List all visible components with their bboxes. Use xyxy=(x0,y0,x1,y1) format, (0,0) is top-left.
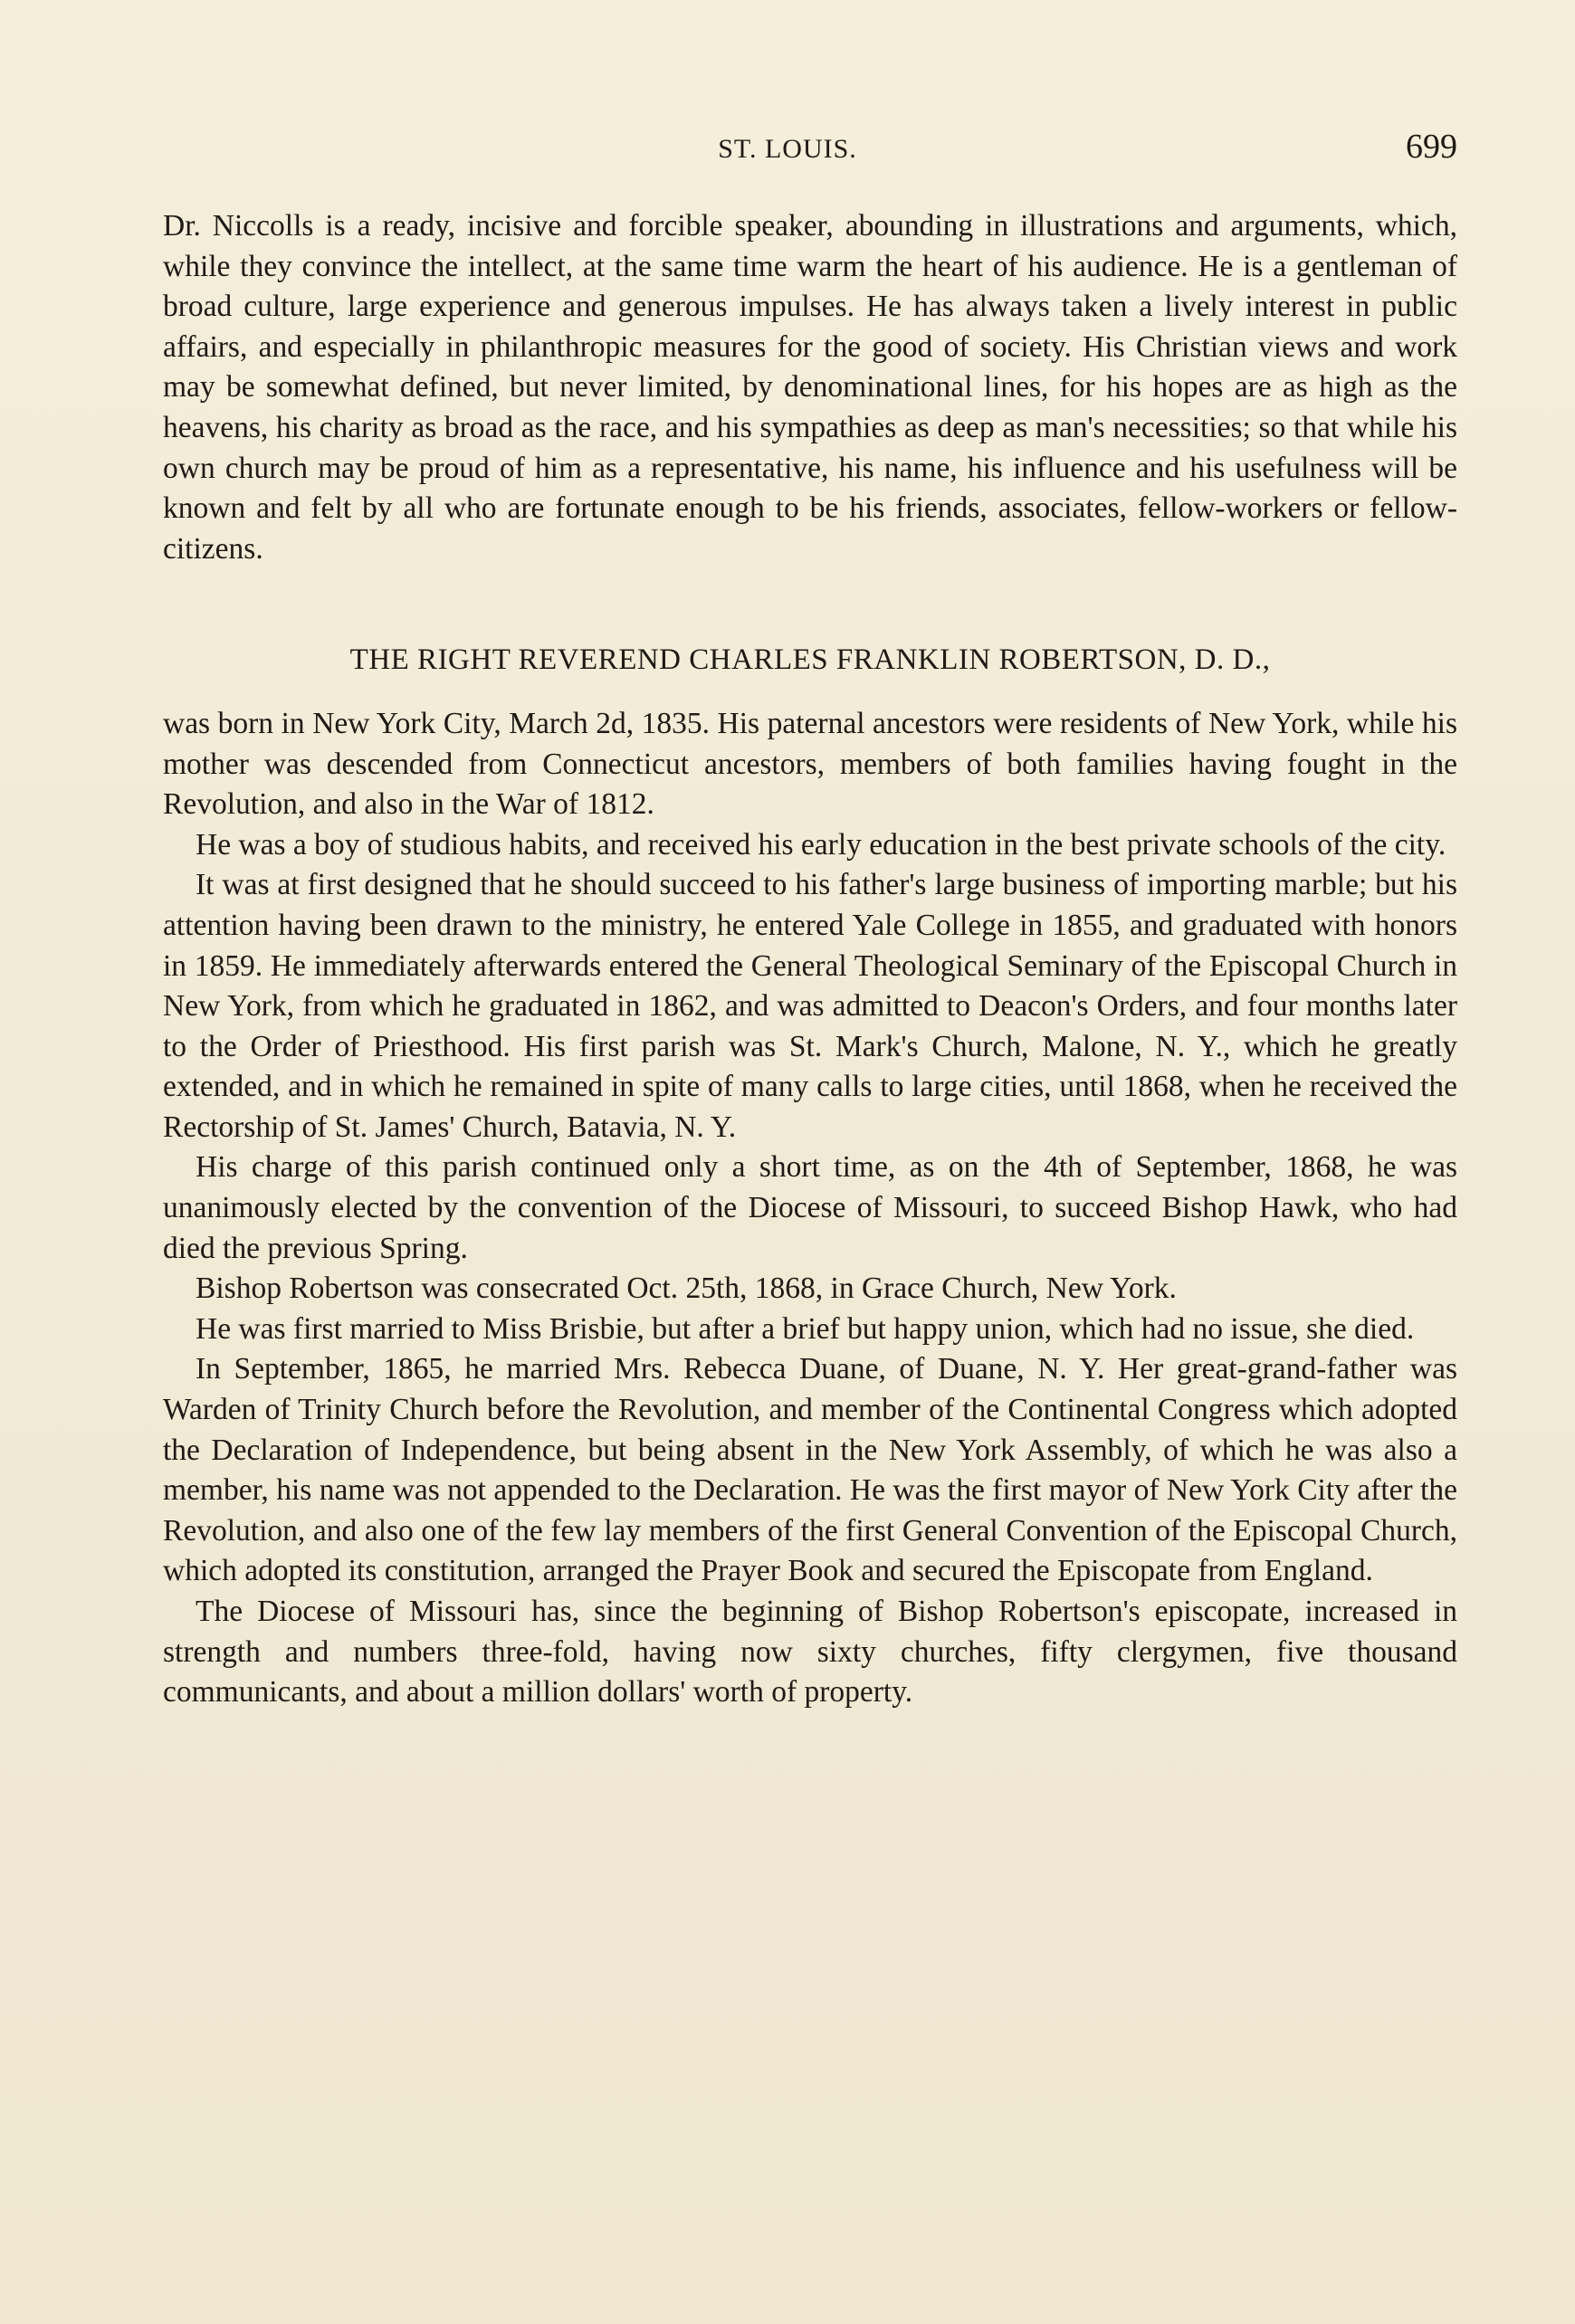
running-title: ST. LOUIS. xyxy=(718,134,857,164)
paragraph-birth: was born in New York City, March 2d, 1835. His paternal ancestors were residents of New York, while his mother was descended from Connecticut ancestors, members of both families having fought in the Revolution, and also in the War of 1812. xyxy=(163,706,1457,822)
paragraph-first-marriage: He was first married to Miss Brisbie, but after a brief but happy union, which had no issue, she died. xyxy=(196,1311,1415,1346)
running-header xyxy=(0,127,1575,172)
paragraph-consecration: Bishop Robertson was consecrated Oct. 25th, 1868, in Grace Church, New York. xyxy=(196,1272,1177,1306)
page-body xyxy=(163,206,1457,1713)
intro-paragraph: Dr. Niccolls is a ready, incisive and forcible speaker, abounding in illustrations and arguments, which, while they convince the intellect, at the same time warm the heart of his audience. He is a gentleman of broad culture, large experience and generous impulses. He has always taken a lively interest in public affairs, and especially in philanthropic measures for the good of society. His Christian views and work may be somewhat defined, but never limited, by denominational lines, for his hopes are as high as the heavens, his charity as broad as the race, and his sympathies as deep as man's necessities; so that while his own church may be proud of him as a representative, his name, his influence and his usefulness will be known and felt by all who are fortunate enough to be his friends, associates, fellow-workers or fellow-citizens. xyxy=(163,209,1457,566)
paragraph-career: It was at first designed that he should succeed to his father's large business of importing marble; but his attention having been drawn to the ministry, he entered Yale College in 1855, and graduated with honors in 1859. He immediately afterwards entered the General Theological Seminary of the Episcopal Church in New York, from which he graduated in 1862, and was admitted to Deacon's Orders, and four months later to the Order of Priesthood. His first parish was St. Mark's Church, Malone, N. Y., which he greatly extended, and in which he remained in spite of many calls to large cities, until 1868, when he received the Rectorship of St. James' Church, Batavia, N. Y. xyxy=(163,868,1457,1144)
page-number: 699 xyxy=(1406,128,1457,166)
section-heading: THE RIGHT REVEREND CHARLES FRANKLIN ROBERTSON, D. D., xyxy=(349,643,1271,677)
paragraph-election: His charge of this parish continued only a short time, as on the 4th of September, 1868, he was unanimously elected by the convention of the Diocese of Missouri, to succeed Bishop Hawk, who had died the previous Spring. xyxy=(163,1150,1457,1265)
paragraph-second-marriage: In September, 1865, he married Mrs. Rebecca Duane, of Duane, N. Y. Her great-grand-father was Warden of Trinity Church before the Revolution, and member of the Continental Congress which adopted the Declaration of Independence, but being absent in the New York Assembly, of which he was also a member, his name was not appended to the Declaration. He was the first mayor of New York City after the Revolution, and also one of the few lay members of the first General Convention of the Episcopal Church, which adopted its constitution, arranged the Prayer Book and secured the Episcopate from England. xyxy=(163,1352,1457,1588)
paragraph-diocese: The Diocese of Missouri has, since the beginning of Bishop Robertson's episcopate, increased in strength and numbers three-fold, having now sixty churches, fifty clergymen, five thousand communicants, and about a million dollars' worth of property. xyxy=(163,1595,1457,1710)
paragraph-education: He was a boy of studious habits, and received his early education in the best private schools of the city. xyxy=(196,827,1446,862)
